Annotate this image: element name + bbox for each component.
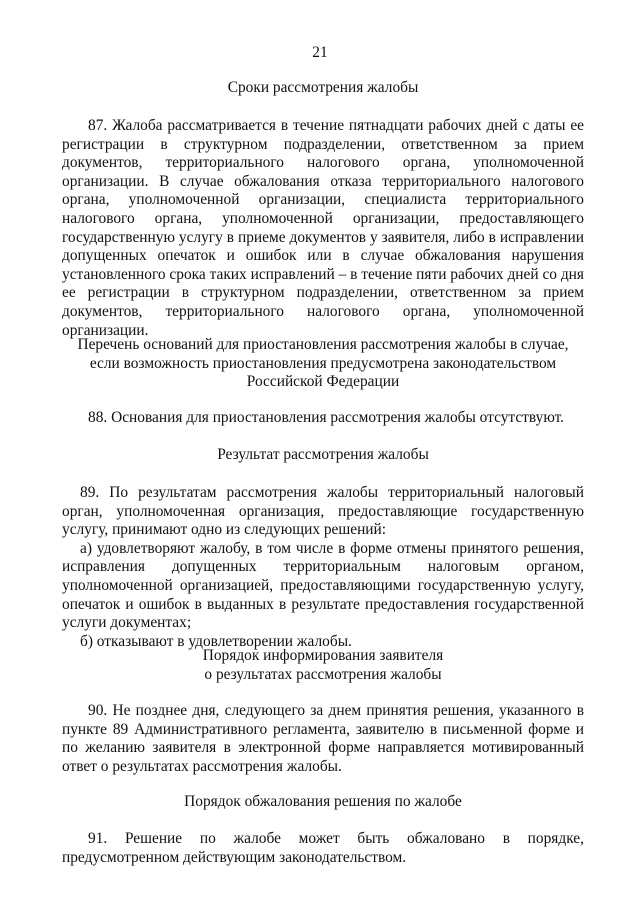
paragraph-87-text: 87. Жалоба рассматривается в течение пятнадцати рабочих дней с даты ее регистрации в структурном подразделении, ответственном за прием документов, территориального налогового органа, уполномоченной организации. В случае обжалования отказа территориального налогового органа, уполномоченной организации, специалиста территориального налогового органа, уполномоченной организации, предоставляющего государственную услугу в приеме документов у заявителя, либо в исправлении допущенных опечаток и ошибок или в случае обжалования нарушения установленного срока таких исправлений – в течение пяти рабочих дней со дня ее регистрации в структурном подразделении, ответственном за прием документов, территориального налогового органа, уполномоченной организации.: [62, 117, 584, 339]
section-title-informing: [62, 647, 584, 684]
paragraph-90-text: 90. Не позднее дня, следующего за днем принятия решения, указанного в пункте 89 Административного регламента, заявителю в письменной форме и по желанию заявителя в электронной форме направляется мотивированный ответ о результатах рассмотрения жалобы.: [62, 702, 584, 775]
paragraph-89-item-a: а) удовлетворяют жалобу, в том числе в форме отмены принятого решения, исправления допущенных территориальным налоговым органом, уполномоченной организацией, предоставляющими государственную услугу, опечаток и ошибок в выданных в результате предоставления государственной услуги документах;: [62, 539, 584, 632]
paragraph-87: [62, 117, 584, 340]
paragraph-91: [62, 830, 584, 867]
paragraph-89-text: 89. По результатам рассмотрения жалобы территориальный налоговый орган, уполномоченная организация, предоставляющие государственную услугу, принимают одно из следующих решений:: [62, 484, 584, 539]
paragraph-89-item-b: б) отказывают в удовлетворении жалобы.: [80, 632, 352, 650]
paragraph-90: [62, 702, 584, 776]
section-title-informing-line2: о результатах рассмотрения жалобы: [204, 665, 442, 683]
section-title-review-result: Результат рассмотрения жалобы: [217, 446, 429, 463]
section-title-suspension-grounds: Перечень оснований для приостановления рассмотрения жалобы в случае, если возможность приостановления предусмотрена законодательством Российской Федерации: [77, 336, 569, 391]
paragraph-88: [62, 409, 584, 428]
paragraph-89: [62, 484, 584, 651]
page-number: 21: [312, 44, 328, 61]
section-title-review-terms: Сроки рассмотрения жалобы: [227, 79, 419, 96]
paragraph-88-text: 88. Основания для приостановления рассмотрения жалобы отсутствуют.: [88, 409, 565, 426]
paragraph-91-text: 91. Решение по жалобе может быть обжаловано в порядке, предусмотренном действующим законодательством.: [62, 830, 584, 866]
section-title-informing-line1: Порядок информирования заявителя: [202, 647, 444, 664]
section-title-appeal: Порядок обжалования решения по жалобе: [184, 793, 462, 810]
